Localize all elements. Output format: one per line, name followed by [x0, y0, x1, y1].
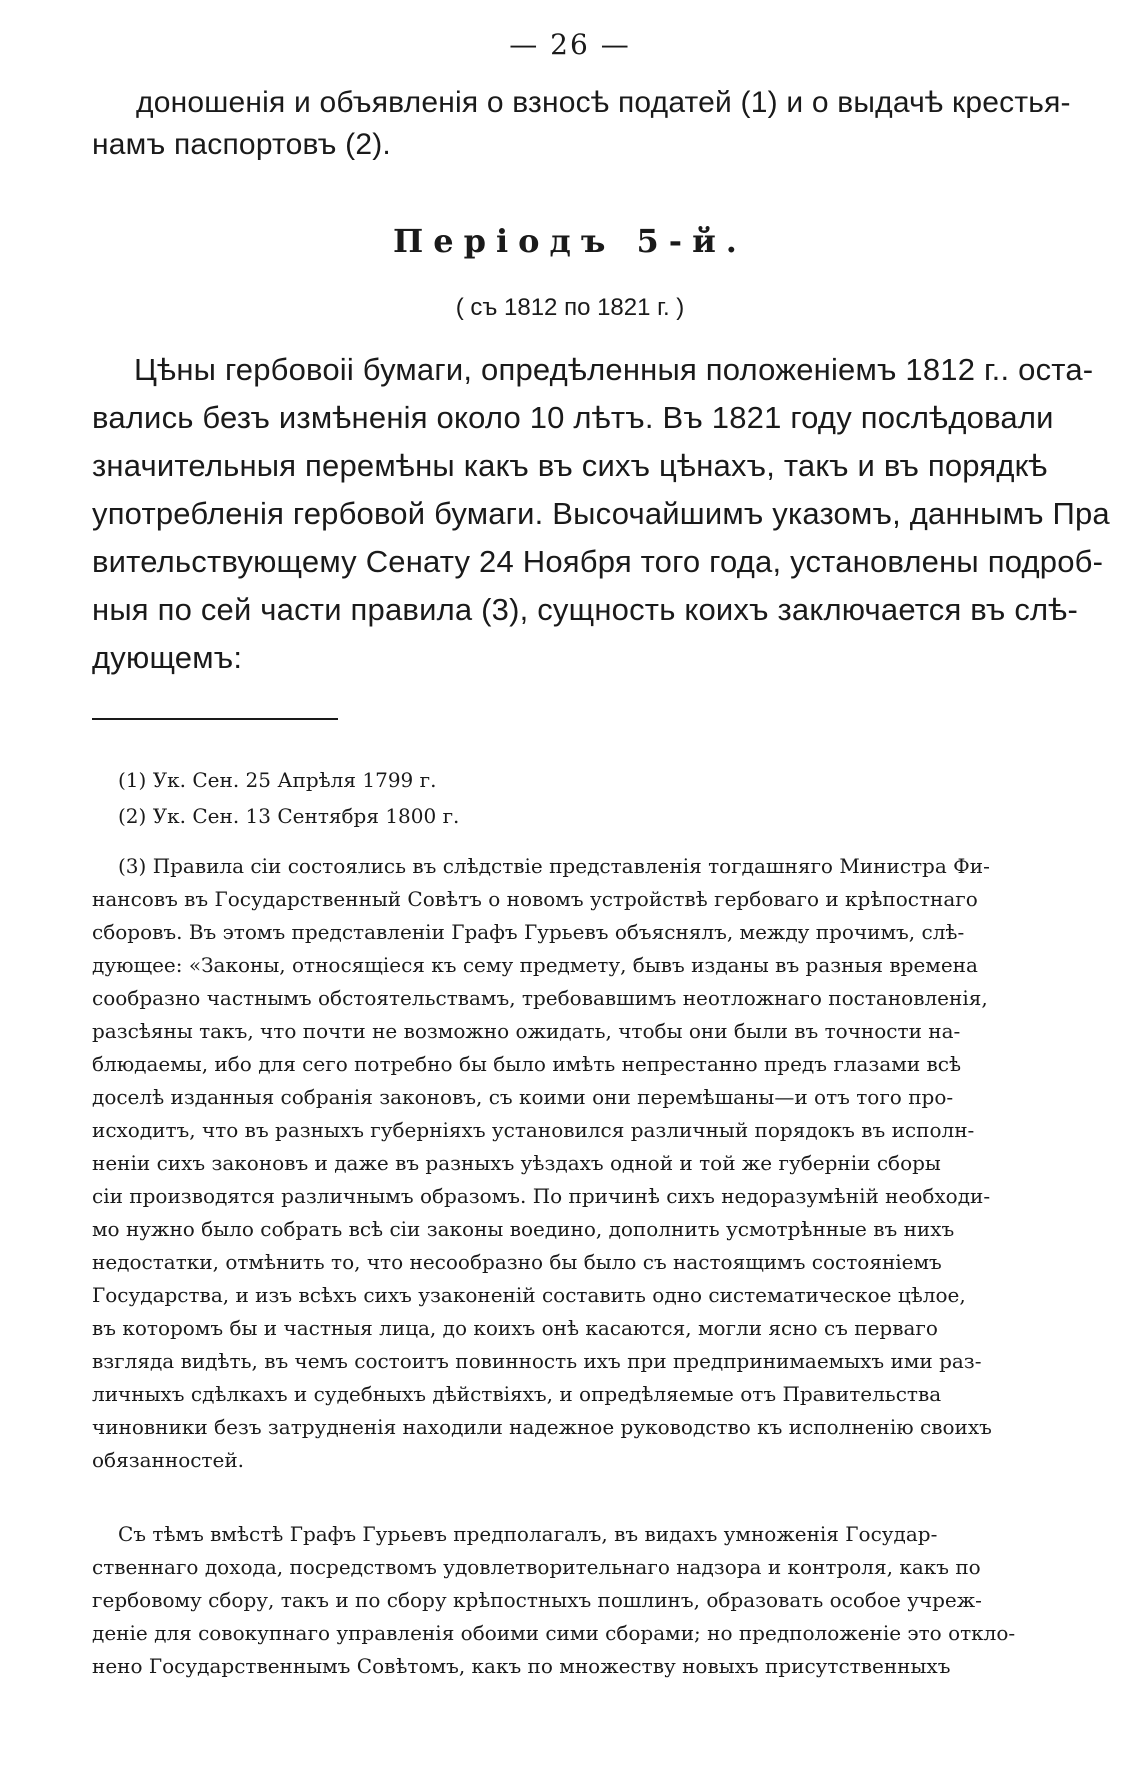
- footnote-line: сообразно частнымъ обстоятельствамъ, требовавшимъ неотложнаго постановленія,: [92, 986, 988, 1010]
- opening-paragraph: [92, 82, 1078, 166]
- footnote-line: недостатки, отмѣнить то, что несообразно бы было съ настоящимъ состояніемъ: [92, 1250, 942, 1274]
- text-line: Цѣны гербовоіі бумаги, опредѣленныя положеніемъ 1812 г.. оста-: [134, 352, 1094, 387]
- footnote-line: деніе для совокупнаго управленія обоими сими сборами; но предположеніе это откло-: [92, 1621, 1016, 1645]
- footnote-line: сіи производятся различнымъ образомъ. По причинѣ сихъ недоразумѣній необходи-: [92, 1184, 991, 1208]
- main-paragraph: [92, 346, 1110, 682]
- footnote-line: гербовому сбору, такъ и по сбору крѣпостныхъ пошлинъ, образовать особое учреж-: [92, 1588, 982, 1612]
- footnote-line: сборовъ. Въ этомъ представленіи Графъ Гурьевъ объяснялъ, между прочимъ, слѣ-: [92, 920, 965, 944]
- footnote-line: (3) Правила сіи состоялись въ слѣдствіе представленія тогдашняго Министра Фи-: [118, 854, 990, 878]
- footnote-1: (1) Ук. Сен. 25 Апрѣля 1799 г.: [118, 768, 437, 792]
- footnote-line: Съ тѣмъ вмѣстѣ Графъ Гурьевъ предполагалъ, въ видахъ умноженія Государ-: [118, 1522, 938, 1546]
- footnote-line: нено Государственнымъ Совѣтомъ, какъ по множеству новыхъ присутственныхъ: [92, 1654, 951, 1678]
- text-line: значительныя перемѣны какъ въ сихъ цѣнахъ, такъ и въ порядкѣ: [92, 448, 1048, 483]
- footnote-line: чиновники безъ затрудненія находили надежное руководство къ исполненію своихъ: [92, 1415, 992, 1439]
- footnote-3-continuation: [92, 1518, 1092, 1683]
- text-line: доношенія и объявленія о взносѣ податей (1) и о выдачѣ крестья-: [136, 86, 1071, 119]
- footnote-line: блюдаемы, ибо для сего потребно бы было имѣть непрестанно предъ глазами всѣ: [92, 1052, 962, 1076]
- footnote-2: (2) Ук. Сен. 13 Сентября 1800 г.: [118, 804, 460, 828]
- footnote-line: Государства, и изъ всѣхъ сихъ узаконеній составить одно систематическое цѣлое,: [92, 1283, 966, 1307]
- footnote-line: доселѣ изданныя собранія законовъ, съ коими они перемѣшаны—и отъ того про-: [92, 1085, 954, 1109]
- footnote-line: разсѣяны такъ, что почти не возможно ожидать, чтобы они были въ точности на-: [92, 1019, 961, 1043]
- footnote-line: дующее: «Законы, относящіеся къ сему предмету, бывъ изданы въ разныя времена: [92, 953, 978, 977]
- footnote-line: исходитъ, что въ разныхъ губерніяхъ установился различный порядокъ въ исполн-: [92, 1118, 975, 1142]
- text-line: намъ паспортовъ (2).: [92, 128, 391, 161]
- footnote-line: ственнаго дохода, посредствомъ удовлетворительнаго надзора и контроля, какъ по: [92, 1555, 981, 1579]
- text-line: употребленія гербовой бумаги. Высочайшимъ указомъ, даннымъ Пра: [92, 496, 1110, 531]
- text-line: вались безъ измѣненія около 10 лѣтъ. Въ 1821 году послѣдовали: [92, 400, 1054, 435]
- footnote-line: взгляда видѣть, въ чемъ состоитъ повинность ихъ при предпринимаемыхъ ими раз-: [92, 1349, 982, 1373]
- footnote-line: мо нужно было собрать всѣ сіи законы воедино, дополнить усмотрѣнные въ нихъ: [92, 1217, 955, 1241]
- text-line: ныя по сей части правила (3), сущность коихъ заключается въ слѣ-: [92, 592, 1079, 627]
- footnote-line: обязанностей.: [92, 1448, 245, 1472]
- footnote-line: нансовъ въ Государственный Совѣтъ о новомъ устройствѣ гербоваго и крѣпостнаго: [92, 887, 978, 911]
- text-line: дующемъ:: [92, 640, 243, 675]
- footnote-line: въ которомъ бы и частныя лица, до коихъ онѣ касаются, могли ясно съ перваго: [92, 1316, 938, 1340]
- period-heading: Періодъ 5-й.: [393, 222, 747, 260]
- text-line: вительствующему Сенату 24 Ноября того года, установлены подроб-: [92, 544, 1104, 579]
- page-number: — 26 —: [509, 28, 631, 61]
- footnote-line: личныхъ сдѣлкахъ и судебныхъ дѣйствіяхъ, и опредѣляемые отъ Правительства: [92, 1382, 942, 1406]
- footnote-3: [92, 850, 1092, 1477]
- footnote-line: неніи сихъ законовъ и даже въ разныхъ уѣздахъ одной и той же губерніи сборы: [92, 1151, 941, 1175]
- footnote-divider: [92, 718, 338, 720]
- period-range: ( съ 1812 по 1821 г. ): [455, 294, 685, 321]
